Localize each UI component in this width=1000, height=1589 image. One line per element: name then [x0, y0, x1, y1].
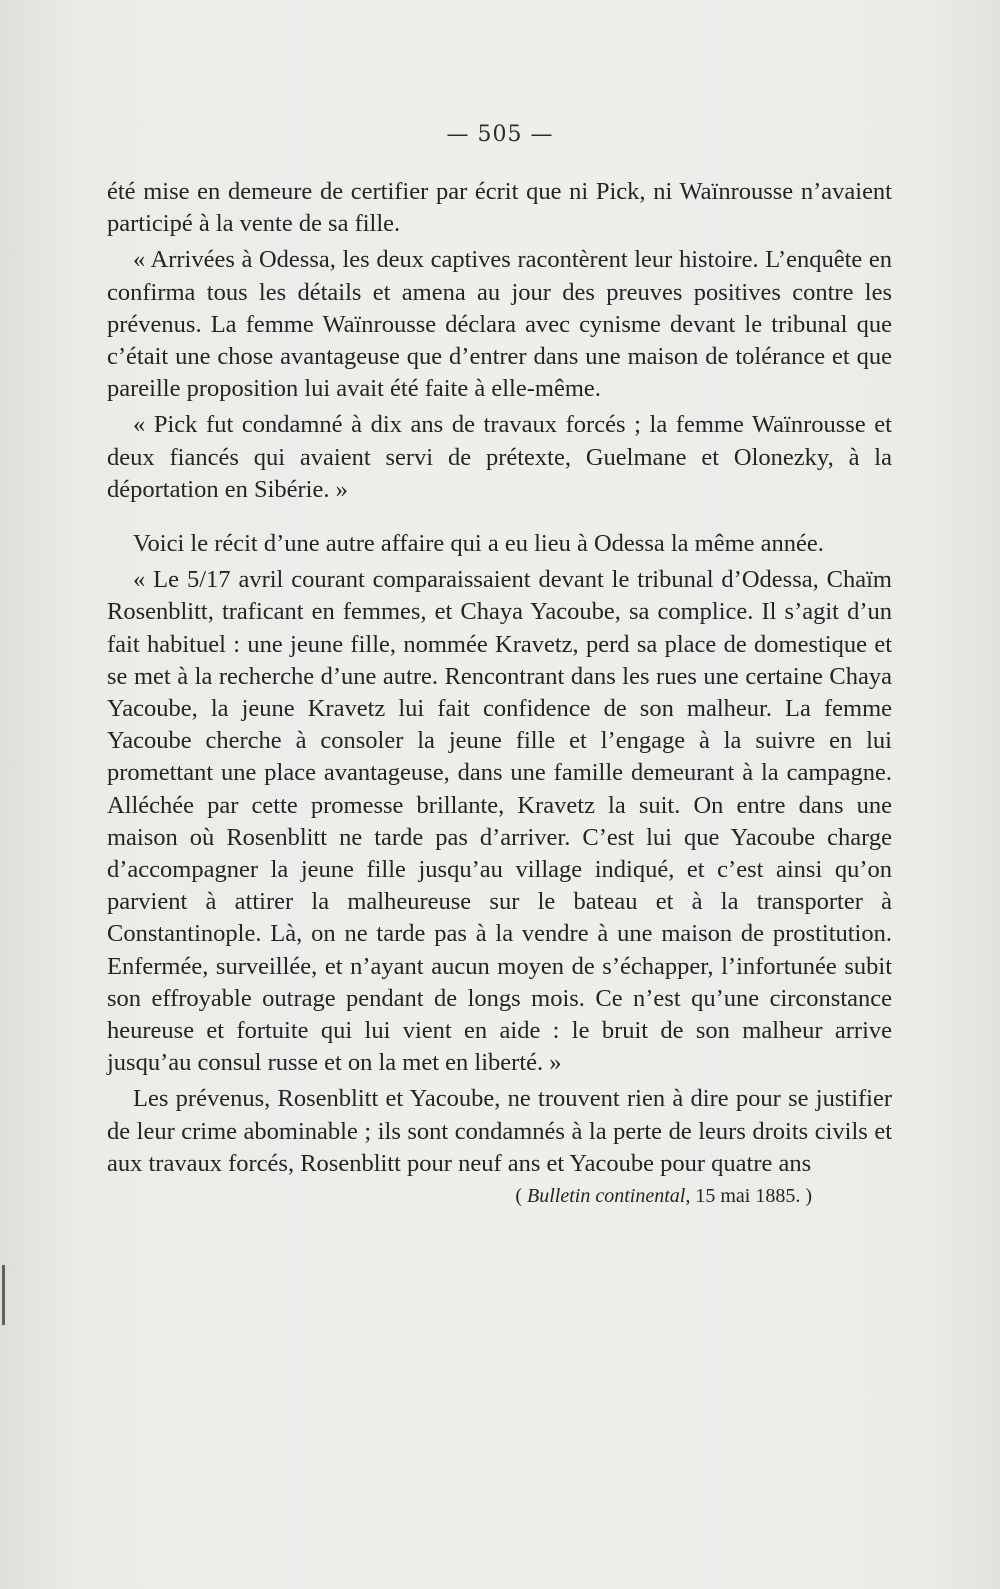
- paragraph-6: Les prévenus, Rosenblitt et Yacoube, ne trouvent rien à dire pour se justifier de leur crime abominable ; ils sont condamnés à la perte de leurs droits civils et aux travaux forcés, Rosenblitt pour neuf ans et Yacoube pour quatre ans: [107, 1085, 892, 1177]
- body-text: [107, 176, 892, 1212]
- paragraph-1: été mise en demeure de certifier par écrit que ni Pick, ni Waïnrousse n’avaient participé à la vente de sa fille.: [107, 178, 892, 238]
- page-edge-mark: [2, 1265, 5, 1325]
- citation-source: Bulletin continental,: [527, 1185, 691, 1208]
- page-number: — 505 —: [446, 122, 554, 147]
- paragraph-3: « Pick fut condamné à dix ans de travaux forcés ; la femme Waïnrousse et deux fiancés qui avaient servi de prétexte, Guelmane et Olonezky, à la déportation en Sibérie. »: [107, 411, 892, 503]
- paragraph-5: « Le 5/17 avril courant comparaissaient devant le tribunal d’Odessa, Chaïm Rosenblitt, traficant en femmes, et Chaya Yacoube, sa complice. Il s’agit d’un fait habituel : une jeune fille, nommée Kravetz, perd sa place de domestique et se met à la recherche d’une autre. Rencontrant dans les rues une certaine Chaya Yacoube, la jeune Kravetz lui fait confidence de son malheur. La femme Yacoube cherche à consoler la jeune fille et l’engage à la suivre en lui promettant une place avantageuse, dans une famille demeurant à la campagne. Alléchée par cette promesse brillante, Kravetz la suit. On entre dans une maison où Rosenblitt ne tarde pas d’arriver. C’est lui que Yacoube charge d’accompagner la jeune fille jusqu’au village indiqué, et c’est ainsi qu’on parvient à attirer la malheureuse sur le bateau et à la transporter à Constantinople. Là, on ne tarde pas à la vendre à une maison de prostitution. Enfermée, surveillée, et n’ayant aucun moyen de s’échapper, l’infortunée subit son effroyable outrage pendant de longs mois. Ce n’est qu’une circonstance heureuse et fortuite qui lui vient en aide : le bruit de son malheur arrive jusqu’au consul russe et on la met en liberté. »: [107, 566, 892, 1077]
- citation: [107, 1180, 892, 1212]
- citation-date: 15 mai 1885. ): [690, 1185, 812, 1208]
- paragraph-4: Voici le récit d’une autre affaire qui a eu lieu à Odessa la même année.: [133, 530, 824, 558]
- paragraph-2: « Arrivées à Odessa, les deux captives racontèrent leur histoire. L’enquête en confirma tous les détails et amena au jour des preuves positives contre les prévenus. La femme Waïnrousse déclara avec cynisme devant le tribunal que c’était une chose avantageuse que d’entrer dans une maison de tolérance et que pareille proposition lui avait été faite à elle-même.: [107, 246, 892, 403]
- citation-open: (: [515, 1185, 528, 1208]
